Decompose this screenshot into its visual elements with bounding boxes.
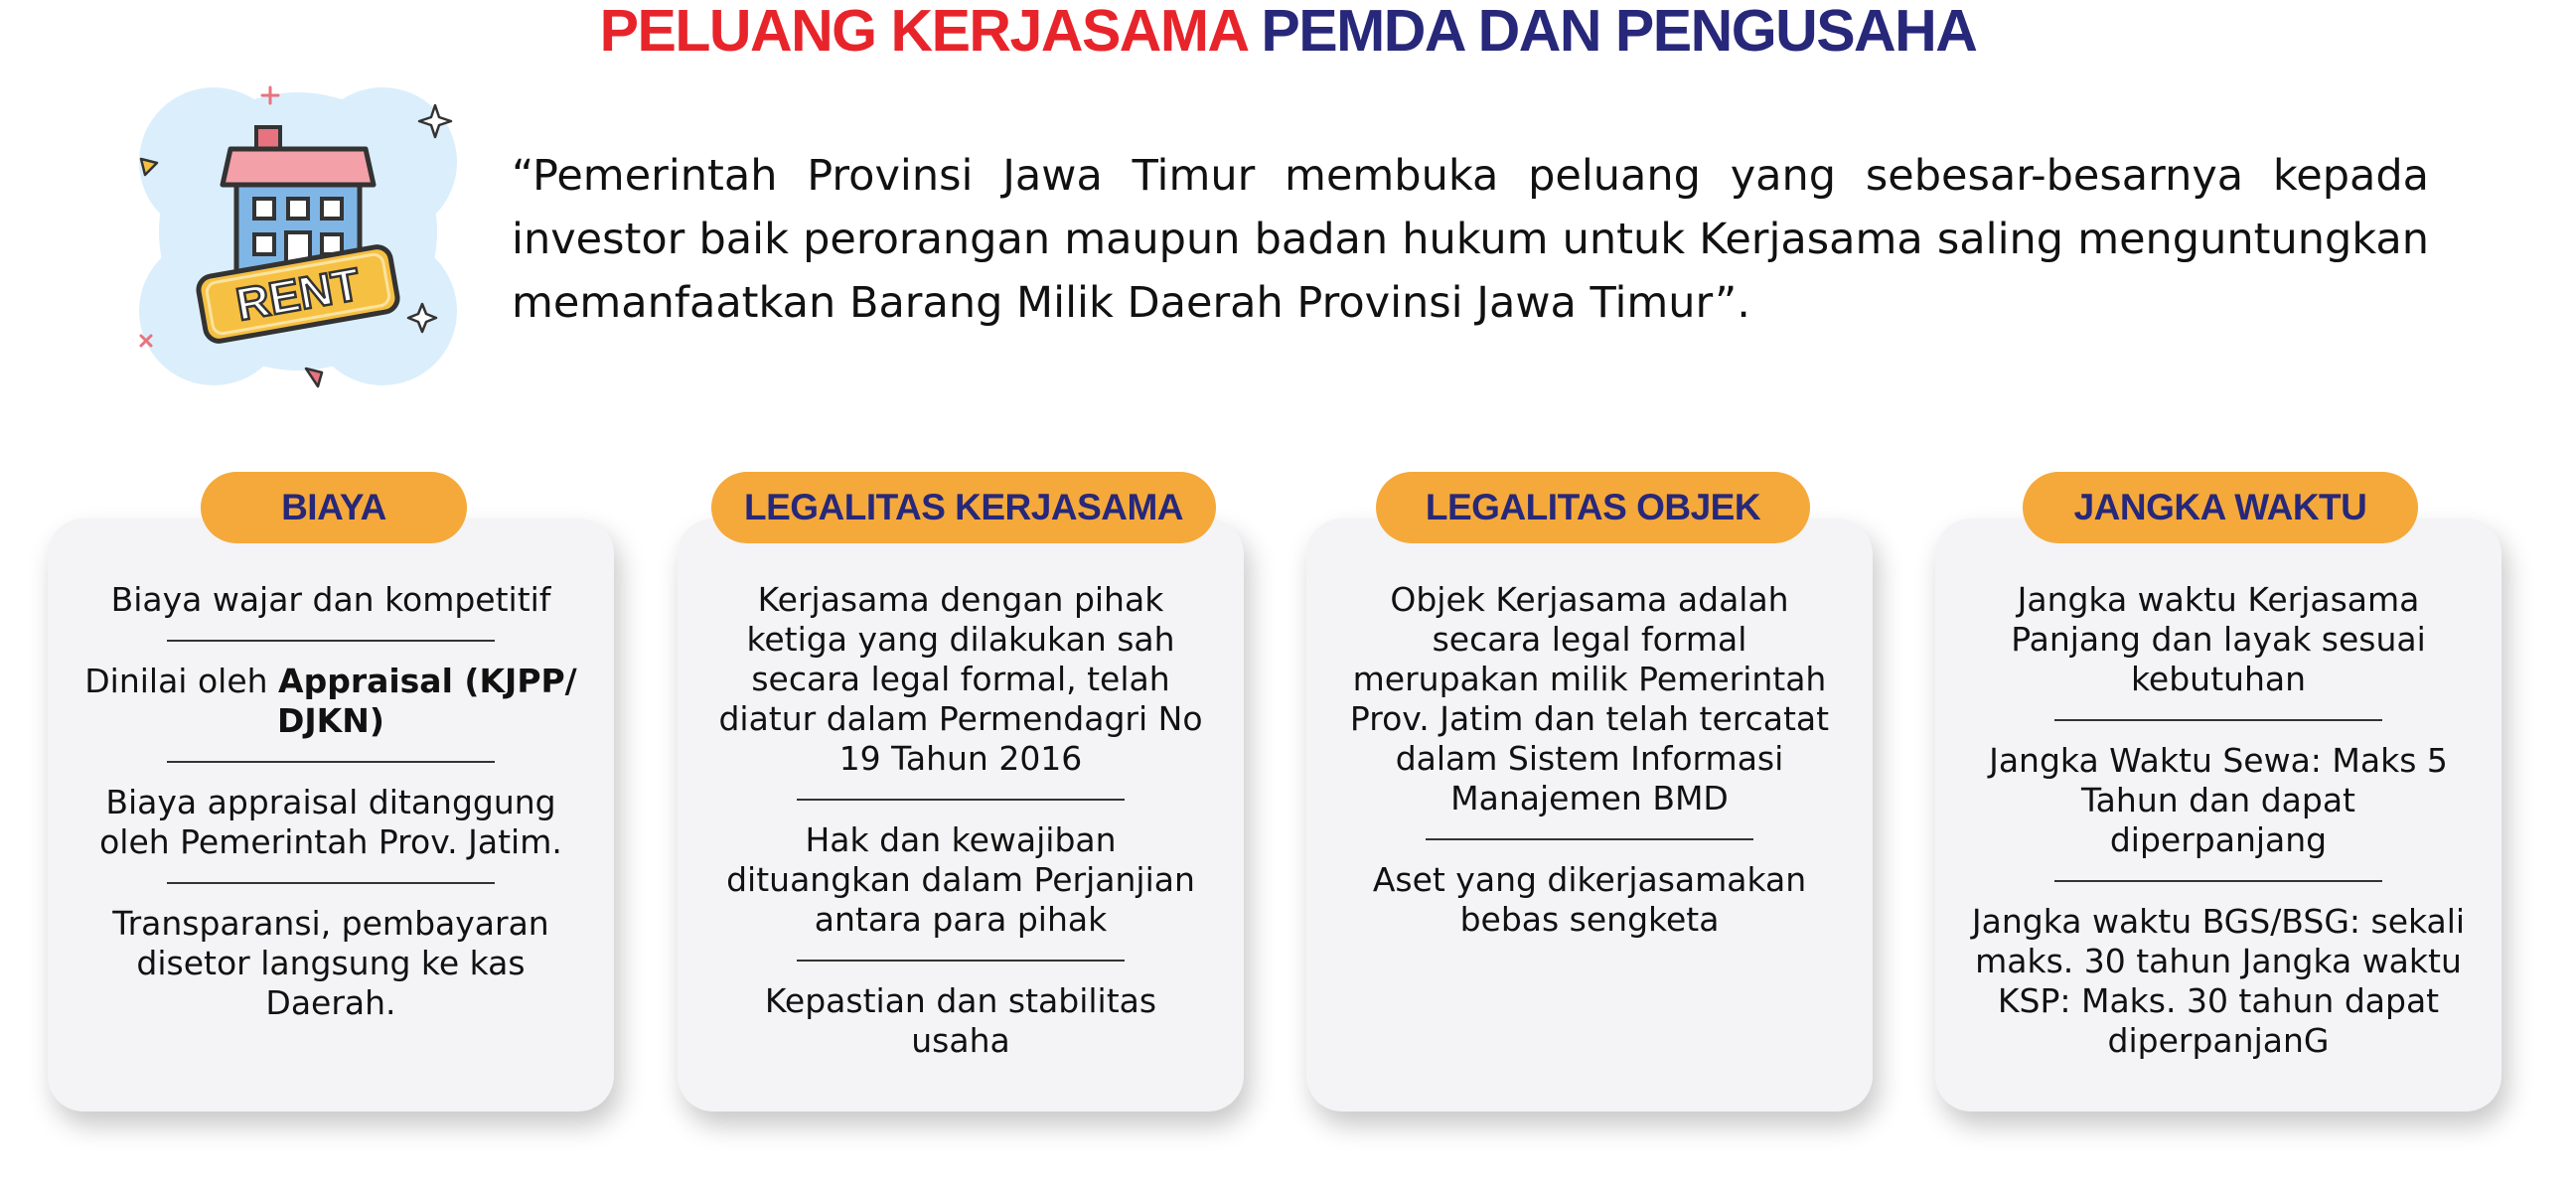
- card-legalitas-objek-label: LEGALITAS OBJEK: [1376, 472, 1810, 543]
- title-blue-part: PEMDA DAN PENGUSAHA: [1261, 0, 1977, 64]
- divider: [167, 882, 495, 884]
- card-legalitas-objek-body: [1306, 580, 1873, 940]
- divider: [2054, 719, 2382, 721]
- divider: [167, 640, 495, 642]
- list-item: Transparansi, pembayaran disetor langsung ke kas Daerah.: [112, 904, 549, 1022]
- list-item: Kerjasama dengan pihak ketiga yang dilakukan sah secara legal formal, telah diatur dalam Permendagri No 19 Tahun 2016: [718, 580, 1203, 778]
- list-item: Biaya appraisal ditanggung oleh Pemerintah Prov. Jatim.: [99, 783, 562, 861]
- card-legalitas-kerjasama: [678, 519, 1244, 1112]
- list-item: Jangka waktu BGS/BSG: sekali maks. 30 tahun Jangka waktu KSP: Maks. 30 tahun dapat diperpanjanG: [1971, 902, 2466, 1060]
- card-legalitas-objek: [1306, 519, 1873, 1112]
- list-item: Kepastian dan stabilitas usaha: [764, 981, 1157, 1060]
- list-item: Jangka Waktu Sewa: Maks 5 Tahun dan dapat diperpanjang: [1989, 741, 2448, 859]
- card-biaya-label: BIAYA: [201, 472, 467, 543]
- page-title: [0, 0, 2576, 64]
- rent-illustration: [119, 58, 477, 415]
- card-jangka-waktu: [1935, 519, 2501, 1112]
- list-item: Hak dan kewajiban dituangkan dalam Perjanjian antara para pihak: [726, 820, 1195, 939]
- card-jangka-waktu-body: [1935, 580, 2501, 1061]
- divider: [2054, 880, 2382, 882]
- rent-sign-text: RENT: [231, 257, 365, 331]
- list-item: Aset yang dikerjasamakan bebas sengketa: [1372, 860, 1807, 939]
- card-jangka-waktu-label: JANGKA WAKTU: [2023, 472, 2418, 543]
- divider: [797, 960, 1125, 962]
- title-red-part: PELUANG KERJASAMA: [599, 0, 1247, 64]
- intro-quote: “Pemerintah Provinsi Jawa Timur membuka peluang yang sebesar-besarnya kepada investor baik perorangan maupun badan hukum untuk Kerjasama saling menguntungkan memanfaatkan Barang Milik Daerah Provinsi Jawa Timur”.: [512, 151, 2429, 328]
- list-item-text: Dinilai oleh: [84, 662, 279, 700]
- card-biaya-body: [48, 580, 614, 1023]
- card-legalitas-kerjasama-body: [678, 580, 1244, 1061]
- divider: [167, 761, 495, 763]
- divider: [797, 799, 1125, 801]
- list-item-bold-text: Appraisal (KJPP/ DJKN): [277, 662, 577, 740]
- card-biaya: [48, 519, 614, 1112]
- list-item: Objek Kerjasama adalah secara legal formal merupakan milik Pemerintah Prov. Jatim dan telah tercatat dalam Sistem Informasi Manajemen BMD: [1349, 580, 1830, 817]
- list-item: Jangka waktu Kerjasama Panjang dan layak sesuai kebutuhan: [2011, 580, 2426, 698]
- card-legalitas-kerjasama-label: LEGALITAS KERJASAMA: [711, 472, 1216, 543]
- divider: [1426, 838, 1753, 840]
- list-item: Biaya wajar dan kompetitif: [110, 580, 551, 619]
- list-item: [48, 662, 614, 741]
- house-for-rent-icon: [119, 58, 477, 415]
